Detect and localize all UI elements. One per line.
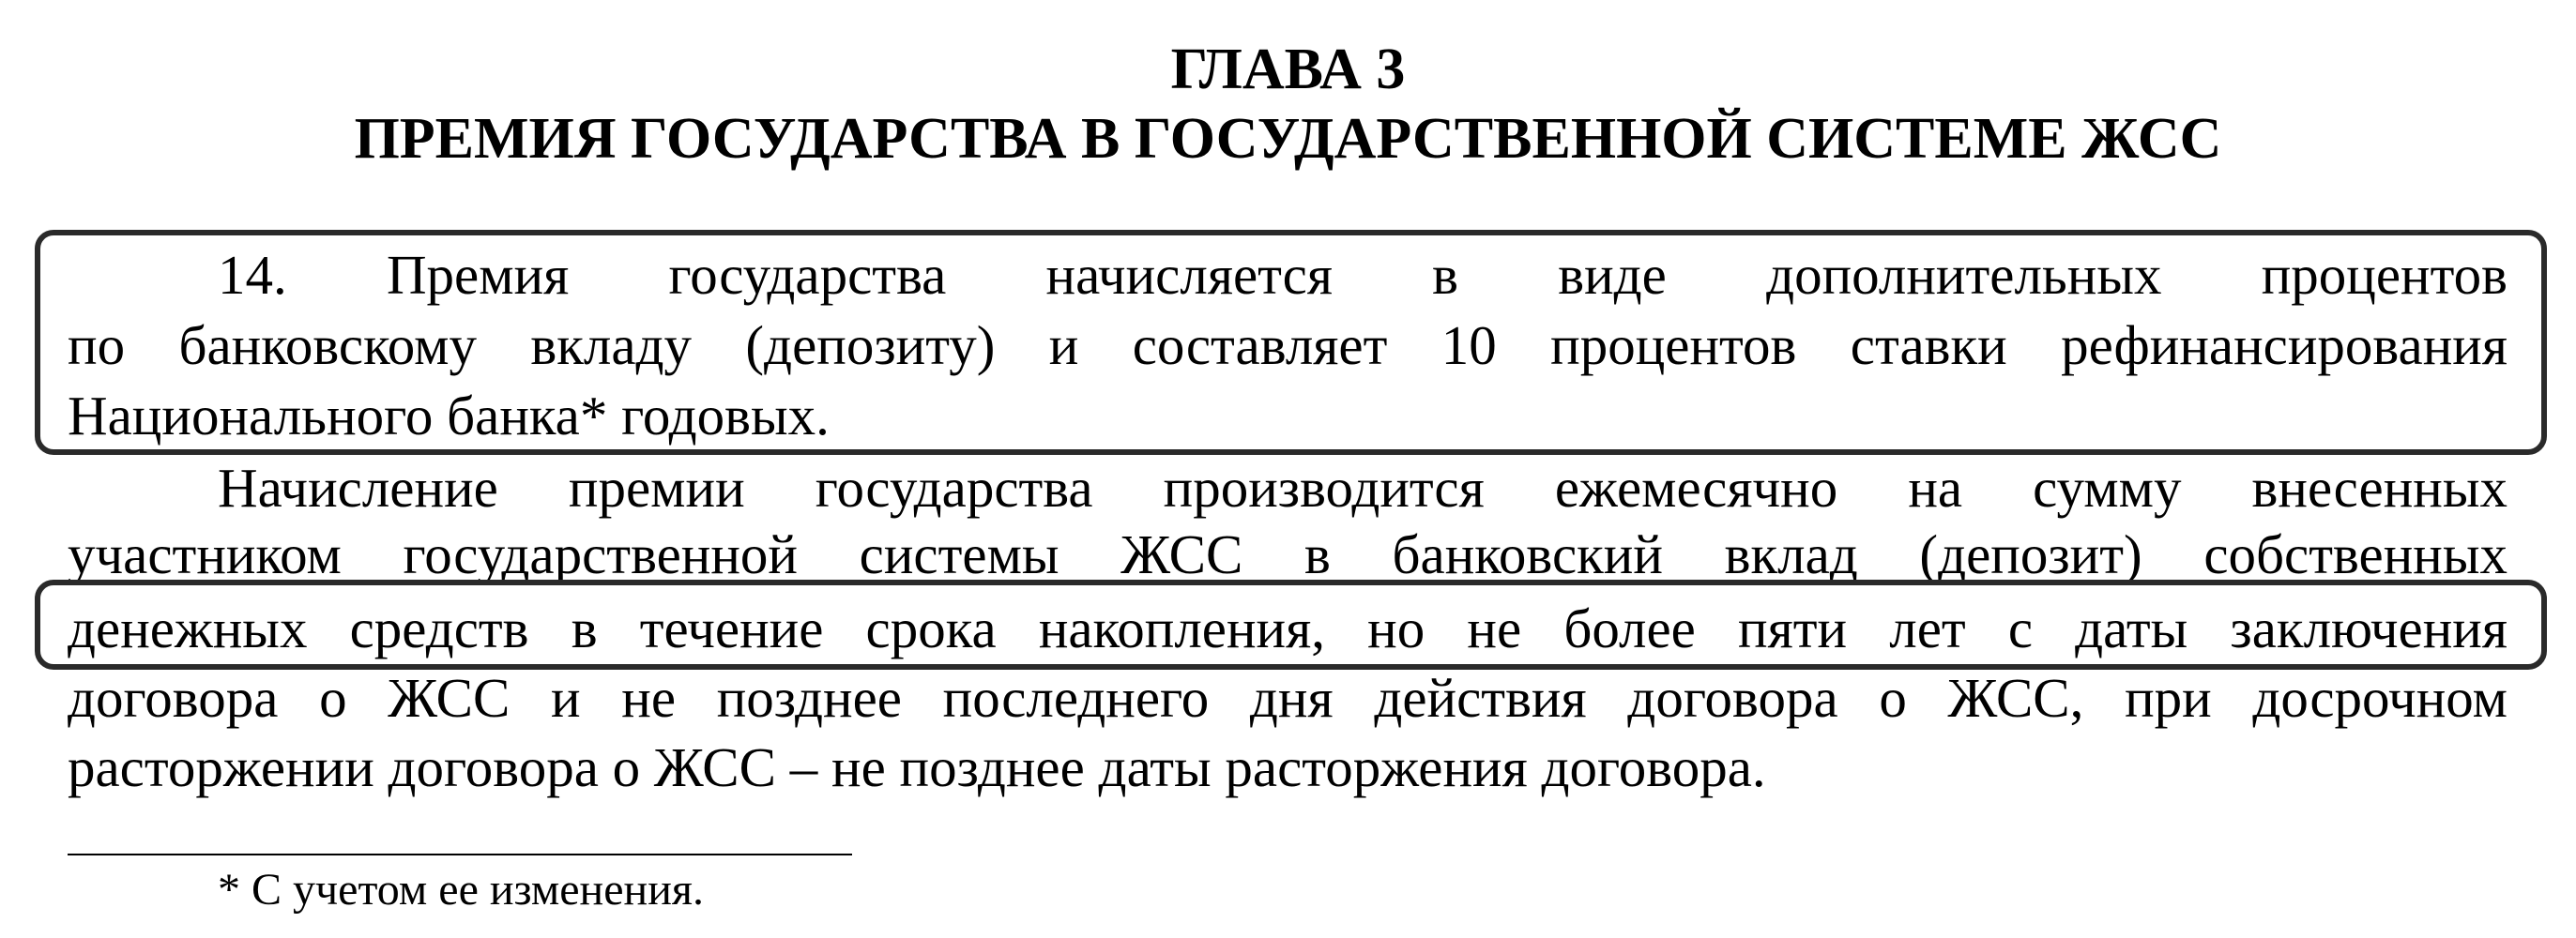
paragraph-line: денежных средств в течение срока накопления, но не более пяти лет с даты заключения xyxy=(68,598,2507,659)
paragraph-line: Национального банка* годовых. xyxy=(68,385,830,446)
chapter-number: ГЛАВА 3 xyxy=(1170,38,1406,101)
chapter-title: ПРЕМИЯ ГОСУДАРСТВА В ГОСУДАРСТВЕННОЙ СИСТЕМЕ ЖСС xyxy=(354,107,2222,171)
footnote: * С учетом ее изменения. xyxy=(218,865,704,915)
footnote-rule xyxy=(68,854,852,855)
paragraph-line: по банковскому вкладу (депозиту) и составляет 10 процентов ставки рефинансирования xyxy=(68,314,2507,376)
paragraph-line: участником государственной системы ЖСС в банковский вклад (депозит) собственных xyxy=(68,523,2507,585)
paragraph-line: Начисление премии государства производится ежемесячно на сумму внесенных xyxy=(218,457,2507,519)
paragraph-line: договора о ЖСС и не позднее последнего дня действия договора о ЖСС, при досрочном xyxy=(68,667,2507,729)
paragraph-line: 14. Премия государства начисляется в виде дополнительных процентов xyxy=(218,244,2507,306)
paragraph-line: расторжении договора о ЖСС – не позднее даты расторжения договора. xyxy=(68,736,1766,798)
